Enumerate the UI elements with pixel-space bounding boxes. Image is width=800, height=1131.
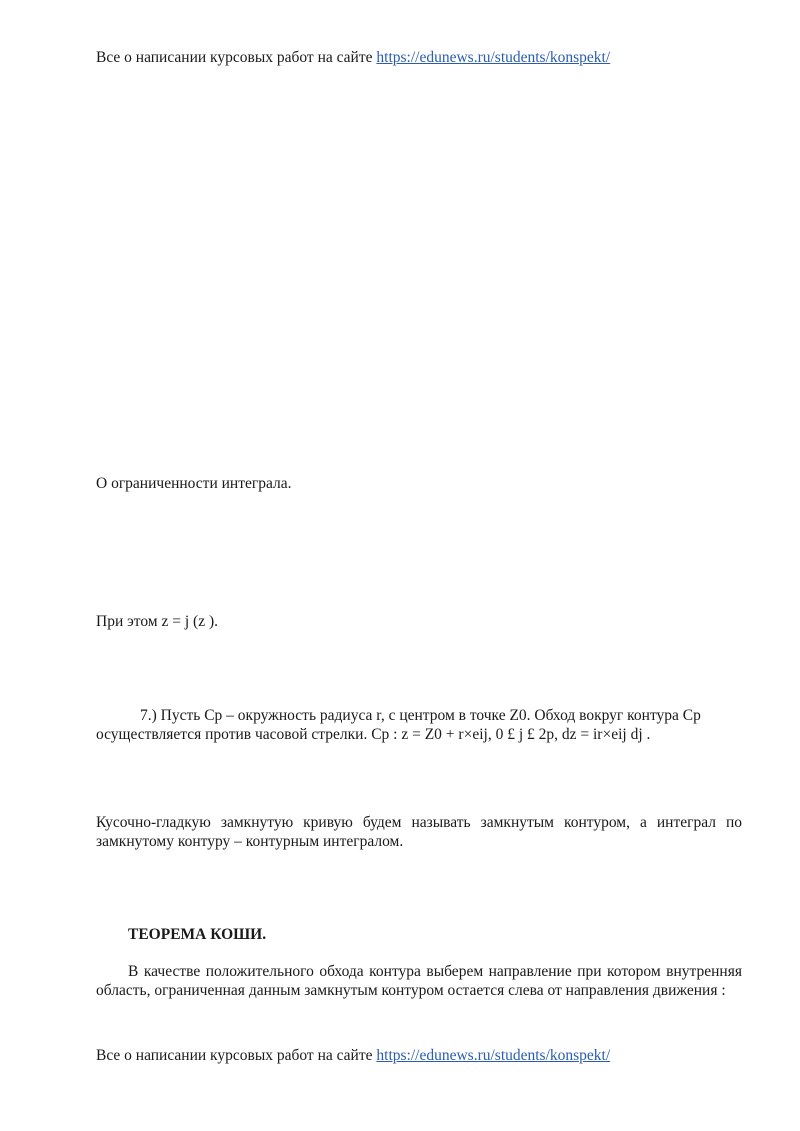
paragraph-direction: В качестве положительного обхода контура выберем направление при котором внутренняя область, ограниченная данным замкнутым контуром остается слева от направления движения : [96, 963, 742, 999]
paragraph-circle [96, 706, 742, 744]
header-line [96, 48, 742, 67]
footer-link[interactable]: https://edunews.ru/students/konspekt/ [376, 1047, 611, 1064]
paragraph-contour: Кусочно-гладкую замкнутую кривую будем называть замкнутым контуром, а интеграл по замкнутому контуру – контурным интегралом. [96, 814, 742, 850]
heading-cauchy-theorem: ТЕОРЕМА КОШИ. [128, 926, 267, 943]
header-link[interactable]: https://edunews.ru/students/konspekt/ [376, 49, 611, 66]
header-text: Все о написании курсовых работ на сайте [96, 49, 377, 66]
paragraph-with: При этом z = j (z ). [96, 613, 218, 630]
footer-text: Все о написании курсовых работ на сайте [96, 1047, 377, 1064]
footer-line [96, 1046, 742, 1065]
paragraph-boundedness: О ограниченности интеграла. [96, 475, 292, 492]
paragraph-circle-line2: осуществляется против часовой стрелки. Cp : z = Z0 + r×eij, 0 £ j £ 2p, dz = ir×eij dj . [96, 726, 651, 743]
paragraph-circle-line1: 7.) Пусть Cp – окружность радиуса r, с центром в точке Z0. Обход вокруг контура Cp [140, 707, 701, 724]
